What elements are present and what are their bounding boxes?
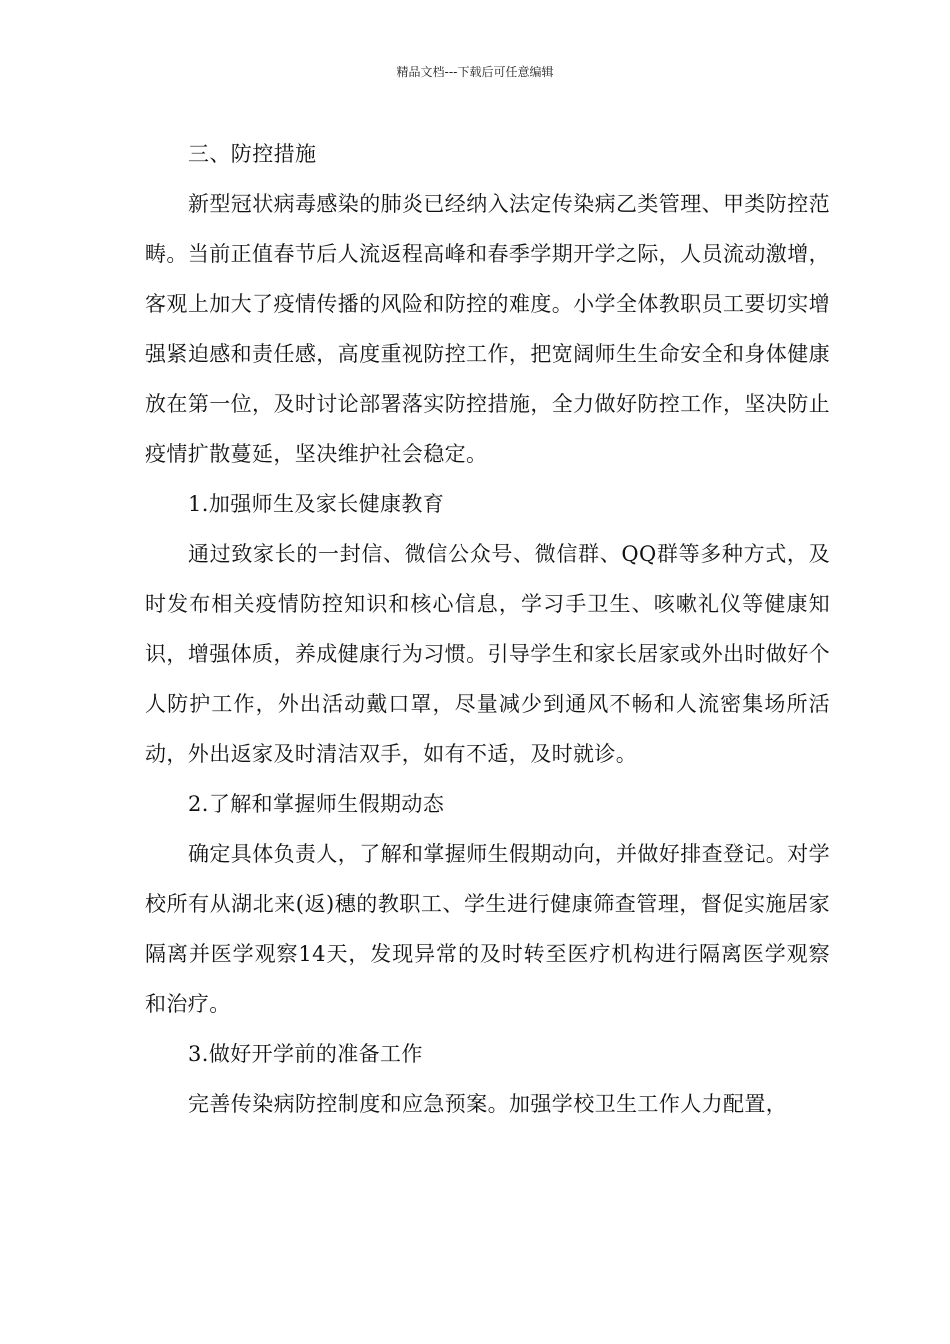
intro-paragraph: 新型冠状病毒感染的肺炎已经纳入法定传染病乙类管理、甲类防控范畴。当前正值春节后人流返程高峰和春季学期开学之际，人员流动激增，客观上加大了疫情传播的风险和防控的难度。小学全体教职员工要切实增强紧迫感和责任感，高度重视防控工作，把宽阔师生生命安全和身体健康放在第一位，及时讨论部署落实防控措施，全力做好防控工作，坚决防止疫情扩散蔓延，坚决维护社会稳定。 <box>145 192 830 466</box>
item-1-paragraph: 通过致家长的一封信、微信公众号、微信群、QQ群等多种方式，及时发布相关疫情防控知识和核心信息，学习手卫生、咳嗽礼仪等健康知识，增强体质，养成健康行为习惯。引导学生和家长居家或外出时做好个人防护工作，外出活动戴口罩，尽量减少到通风不畅和人流密集场所活动，外出返家及时清洁双手，如有不适，及时就诊。 <box>145 542 830 766</box>
item-2-paragraph: 确定具体负责人，了解和掌握师生假期动向，并做好排查登记。对学校所有从湖北来(返)穗的教职工、学生进行健康筛查管理，督促实施居家隔离并医学观察14天，发现异常的及时转至医疗机构进行隔离医学观察和治疗。 <box>145 842 830 1016</box>
document-body <box>145 129 830 1129</box>
item-3-paragraph: 完善传染病防控制度和应急预案。加强学校卫生工作人力配置， <box>188 1092 788 1116</box>
page-header: 精品文档---下载后可任意编辑 <box>396 65 554 79</box>
item-3-title: 3.做好开学前的准备工作 <box>188 1042 423 1066</box>
item-2-title: 2.了解和掌握师生假期动态 <box>188 792 445 816</box>
section-title: 三、防控措施 <box>188 142 317 166</box>
item-1-title: 1.加强师生及家长健康教育 <box>188 492 445 516</box>
